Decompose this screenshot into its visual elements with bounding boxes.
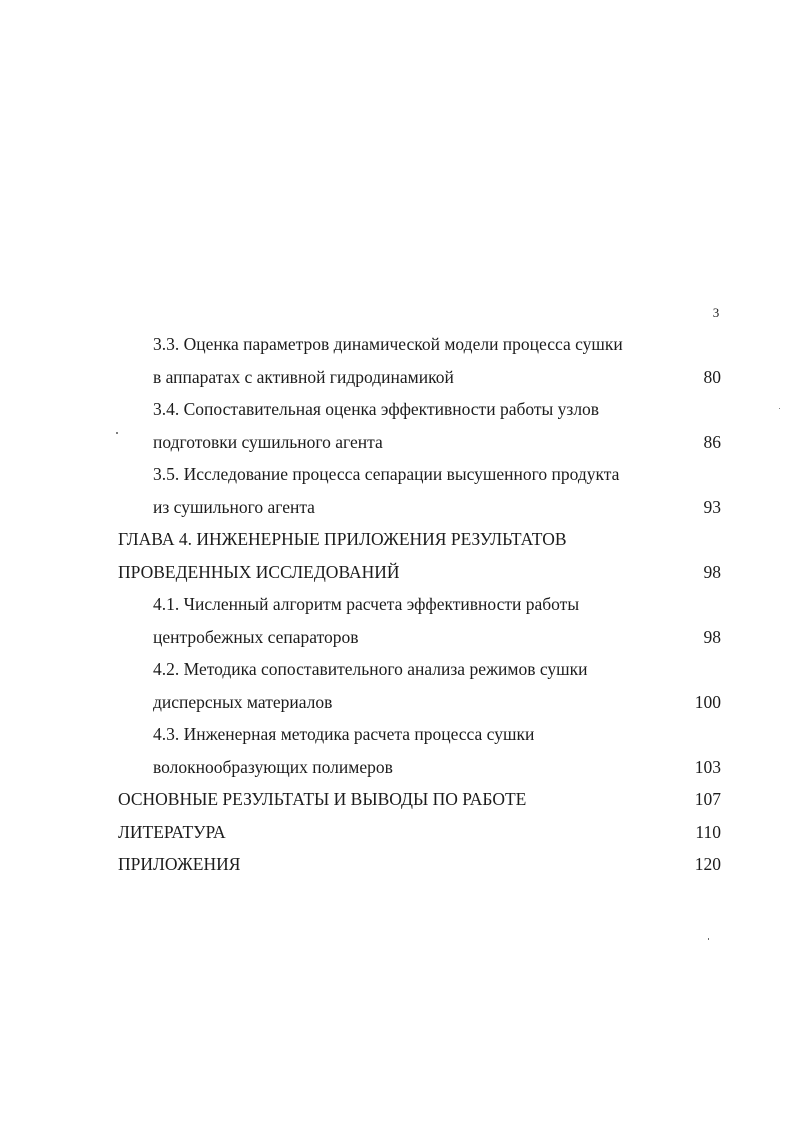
toc-line-text: подготовки сушильного агента	[153, 431, 383, 452]
page-number: 3	[712, 305, 720, 320]
toc-line-text: 4.2. Методика сопоставительного анализа режимов сушки	[153, 659, 588, 679]
toc-line-text: ОСНОВНЫЕ РЕЗУЛЬТАТЫ И ВЫВОДЫ ПО РАБОТЕ	[118, 789, 527, 809]
toc-line	[0, 718, 793, 751]
toc-chapter-line	[0, 556, 793, 589]
toc-line-page: 98	[703, 561, 721, 582]
toc-line	[0, 686, 793, 719]
toc-line-page: 110	[695, 821, 721, 842]
toc-line-page: 107	[694, 789, 721, 809]
toc-line	[0, 393, 793, 426]
toc-chapter-line	[0, 816, 793, 849]
toc-line	[0, 588, 793, 621]
toc-line	[0, 491, 793, 524]
toc-line-text: 3.3. Оценка параметров динамической модели процесса сушки	[153, 334, 623, 354]
toc-line-text: 3.5. Исследование процесса сепарации высушенного продукта	[153, 464, 620, 484]
toc-line-text: 4.3. Инженерная методика расчета процесса сушки	[153, 724, 535, 744]
toc-line-text: центробежных сепараторов	[153, 626, 359, 647]
toc-line-text: дисперсных материалов	[153, 691, 333, 712]
toc-line-page: 100	[694, 691, 721, 712]
toc-chapter-line	[0, 523, 793, 556]
toc-line-page: 103	[694, 756, 721, 777]
toc-line	[0, 621, 793, 654]
toc-line	[0, 653, 793, 686]
toc-line	[0, 426, 793, 459]
toc-line-text: 4.1. Численный алгоритм расчета эффективности работы	[153, 594, 580, 614]
scan-speck	[779, 408, 780, 409]
toc-line-text: из сушильного агента	[153, 496, 315, 517]
scan-speck	[116, 432, 118, 434]
toc-line-text: волокнообразующих полимеров	[153, 756, 393, 777]
scan-speck	[708, 938, 709, 940]
toc-line-page: 120	[694, 854, 721, 874]
toc-line-text: в аппаратах с активной гидродинамикой	[153, 366, 454, 387]
toc-chapter-line	[0, 783, 793, 816]
toc-line	[0, 361, 793, 394]
toc-line	[0, 458, 793, 491]
toc-chapter-line	[0, 848, 793, 881]
toc-line-text: ПРОВЕДЕННЫХ ИССЛЕДОВАНИЙ	[118, 561, 400, 582]
toc-line-text: ЛИТЕРАТУРА	[118, 821, 226, 842]
toc-line	[0, 328, 793, 361]
toc-line-text: 3.4. Сопоставительная оценка эффективности работы узлов	[153, 399, 600, 419]
toc-line-page: 86	[703, 431, 721, 452]
toc-line-text: ГЛАВА 4. ИНЖЕНЕРНЫЕ ПРИЛОЖЕНИЯ РЕЗУЛЬТАТОВ	[118, 529, 567, 549]
toc-line	[0, 751, 793, 784]
toc-line-text: ПРИЛОЖЕНИЯ	[118, 854, 241, 874]
toc-line-page: 98	[703, 626, 721, 647]
toc-line-page: 80	[703, 366, 721, 387]
toc-line-page: 93	[703, 496, 721, 517]
table-of-contents	[0, 328, 793, 881]
